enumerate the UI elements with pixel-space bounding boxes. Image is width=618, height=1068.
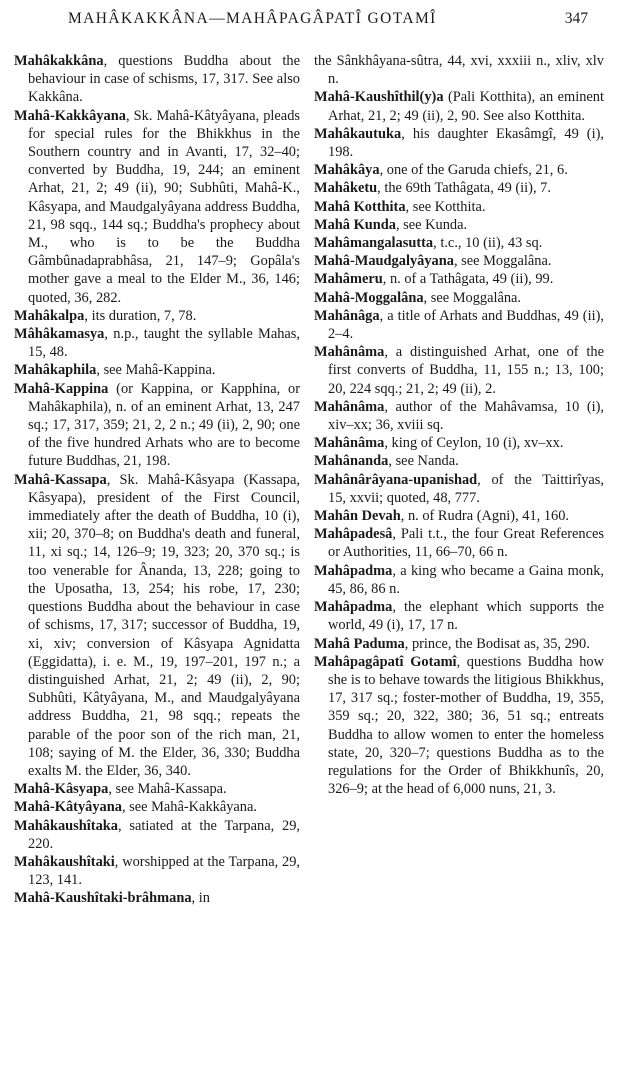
entry-text: , n.p., taught the syllable Mahas, 15, 48.: [28, 326, 300, 361]
entry-text: , a title of Arhats and Buddhas, 49 (ii), 2–4.: [328, 307, 604, 343]
entry-text: (Pali Kotthita), an eminent Arhat, 21, 2; 49 (ii), 2, 90. See also Kotthita.: [328, 89, 604, 124]
entry-headword: Mahâkautuka: [314, 125, 402, 142]
index-entry: [314, 507, 604, 525]
entry-text: , the 69th Tathâgata, 49 (ii), 7.: [377, 180, 551, 197]
left-column: [14, 52, 300, 908]
entry-headword: Mahâpagâpatî Gotamî: [314, 653, 457, 670]
entry-headword: Mahâmangalasutta: [314, 235, 434, 252]
index-entry: [314, 234, 604, 252]
index-entry: [314, 434, 604, 452]
entry-headword: Mahâkaushîtaka: [14, 817, 118, 834]
entry-text: (or Kappina, or Kapphina, or Mahâkaphila), n. of an eminent Arhat, 13, 247 sq.; 17, 317, 359; 21, 2, 2 n.; 49 (ii), 2, 90; one of the five hundred Arhats who are to become future Buddhas, 21, 198.: [28, 380, 300, 470]
entry-headword: Mahâpadma: [314, 599, 393, 616]
entry-headword: Mahâ-Moggalâna: [314, 289, 424, 306]
index-entry: [14, 471, 300, 780]
entry-text: , the elephant which supports the world, 49 (i), 17, 17 n.: [328, 599, 604, 634]
index-entry: [314, 452, 604, 470]
entry-text: , king of Ceylon, 10 (i), xv–xx.: [384, 435, 564, 452]
entry-headword: Mahânârâyana-upanishad: [314, 471, 478, 488]
page-header: [0, 0, 618, 40]
entry-text: , see Nanda.: [388, 453, 459, 470]
entry-headword: Mahâ-Kaushîtaki-brâhmana: [14, 890, 192, 907]
entry-text: , satiated at the Tarpana, 29, 220.: [28, 817, 300, 852]
entry-text: , see Moggalâna.: [453, 253, 552, 270]
right-column: [314, 52, 604, 798]
entry-text: , n. of Rudra (Agni), 41, 160.: [400, 508, 570, 525]
index-entry: [314, 52, 604, 88]
entry-headword: Mahâkaushîtaki: [14, 853, 115, 870]
index-entry: [14, 307, 300, 325]
entry-text: , a king who became a Gaina monk, 45, 86, 86 n.: [328, 562, 604, 597]
index-entry: [314, 635, 604, 653]
entry-headword: Mahânâma: [314, 344, 385, 361]
index-entry: [14, 780, 300, 798]
entry-text: , see Mahâ-Kakkâyana.: [121, 799, 257, 816]
entry-headword: Mahâkaphila: [14, 362, 97, 379]
entry-text: , author of the Mahâvamsa, 10 (i), xiv–xx; 36, xviii sq.: [328, 398, 604, 434]
entry-text: , of the Taittirîyas, 15, xxvii; quoted, 48, 777.: [328, 471, 604, 506]
entry-headword: Mahân Devah: [314, 508, 401, 525]
index-entry: [314, 125, 604, 161]
entry-headword: Mahâ Kunda: [314, 216, 396, 233]
entry-headword: Mâhâkamasya: [14, 326, 105, 343]
index-entry: [14, 325, 300, 361]
index-entry: [314, 343, 604, 398]
entry-headword: Mahâpadesâ: [314, 526, 393, 543]
index-entry: [14, 889, 300, 907]
index-entry: [14, 380, 300, 471]
entry-text: , questions Buddha how she is to behave towards the litigious Bhikkhus, 17, 317 sq.; foster-mother of Buddha, 19, 355, 359 sq.; 20, 322, 380; 36, 51 sq.; entreats Buddha to allow women to enter the homeless state, 20, 320–7; questions Buddha as to the regulations for the Order of Bhikkhunîs, 20, 326–9; at the head of 6,000 nuns, 21, 3.: [328, 653, 604, 798]
entry-headword: Mahânâma: [314, 398, 385, 415]
entry-headword: Mahâ Kotthita: [314, 198, 406, 215]
index-entry: [14, 361, 300, 379]
entry-headword: Mahâkakkâna: [14, 53, 104, 69]
index-entry: [14, 798, 300, 816]
entry-headword: Mahâ Paduma: [314, 635, 405, 652]
entry-headword: Mahâ-Kakkâyana: [14, 107, 126, 124]
entry-headword: Mahâketu: [314, 180, 378, 197]
entry-text: , Pali t.t., the four Great References or Authorities, 11, 66–70, 66 n.: [328, 526, 604, 561]
entry-headword: Mahâ-Maudgalyâyana: [314, 253, 454, 270]
index-entry: [314, 252, 604, 270]
entry-headword: Mahâ-Kassapa: [14, 471, 107, 488]
entry-text: , its duration, 7, 78.: [84, 307, 197, 324]
entry-headword: Mahâpadma: [314, 562, 393, 579]
entry-headword: Mahâ-Kappina: [14, 380, 109, 397]
index-entry: [314, 525, 604, 561]
entry-text: , see Kotthita.: [405, 198, 486, 215]
entry-text: , prince, the Bodisat as, 35, 290.: [404, 635, 590, 652]
entry-text: , see Kunda.: [395, 216, 468, 233]
index-entry: [314, 562, 604, 598]
entry-text: , one of the Garuda chiefs, 21, 6.: [379, 162, 568, 179]
index-entry: [314, 653, 604, 799]
entry-text: , in: [191, 890, 210, 907]
entry-headword: Mahâ-Kâtyâyana: [14, 799, 122, 816]
index-entry: [314, 88, 604, 124]
entry-text: , see Moggalâna.: [423, 289, 522, 306]
entry-headword: Mahâ-Kâsyapa: [14, 781, 109, 798]
index-entry: [14, 817, 300, 853]
entry-text: , worshipped at the Tarpana, 29, 123, 141.: [28, 853, 300, 889]
entry-text: , Sk. Mahâ-Kâtyâyana, pleads for special rules for the Bhikkhus in the Southern country and in Avanti, 17, 32–40; converted by Buddha, 19, 244; an eminent Arhat, 21, 2; 49 (ii), 90; Subhûti, Mahâ-K., Kâsyapa, and Maudgalyâyana address Buddha, 21, 98 sqq., 144 sq.; Buddha's prophecy about M., who is to be the Buddha Gâmbûnadaprabhâsa, 21, 147–9; Gopâla's mother gave a meal to the Elder M., 36, 146; quoted, 36, 282.: [28, 107, 300, 306]
entry-headword: Mahânâga: [314, 307, 380, 324]
index-entry: [314, 179, 604, 197]
entry-headword: Mahâkâya: [314, 162, 380, 179]
entry-headword: Mahâkalpa: [14, 307, 85, 324]
entry-headword: Mahâ-Kaushîthil(y)a: [314, 89, 444, 106]
index-entry: [314, 307, 604, 343]
page-number: 347: [564, 10, 588, 27]
entry-headword: Mahânâma: [314, 435, 385, 452]
index-entry: [14, 853, 300, 889]
entry-text: the Sânkhâyana-sûtra, 44, xvi, xxxiii n., xliv, xlv n.: [314, 53, 604, 88]
index-entry: [314, 161, 604, 179]
entry-text: , see Mahâ-Kappina.: [96, 362, 216, 379]
index-entry: [14, 52, 300, 107]
index-entry: [314, 398, 604, 434]
running-head: MAHÂKAKKÂNA—MAHÂPAGÂPATÎ GOTAMÎ: [68, 10, 437, 27]
entry-text: , n. of a Tathâgata, 49 (ii), 99.: [382, 271, 554, 288]
index-entry: [314, 198, 604, 216]
index-entry: [314, 216, 604, 234]
entry-text: , t.c., 10 (ii), 43 sq.: [433, 235, 543, 252]
entry-headword: Mahânanda: [314, 453, 389, 470]
entry-text: , a distinguished Arhat, one of the first converts of Buddha, 11, 155 n.; 13, 100; 20, 224 sqq.; 21, 2; 49 (ii), 2.: [328, 344, 604, 397]
index-entry: [314, 598, 604, 634]
index-entry: [14, 107, 300, 307]
entry-text: , Sk. Mahâ-Kâsyapa (Kassapa, Kâsyapa), president of the First Council, immediately after the death of Buddha, 10 (i), xii; 20, 370–8; on Buddha's death and funeral, 11, xi sq.; 14, 126–9; 19, 323; 20, 370 sq.; is too venerable for Ânanda, 13, 228; going to the Uposatha, 13, 254; his robe, 17, 230; questions Buddha about the behaviour in case of schisms, 17, 317; successor of Buddha, 19, xi, xiv; conversion of Kâsyapa Agnidatta (Eggidatta), i. e. M., 19, 197–201, 197 n.; a distinguished Arhat, 21, 2; 49 (ii), 2, 90; Subhûti, Kâtyâyana, M., and Maudgalyâyana address Buddha, 21, 98 sqq.; repeats the parable of the poor son of the rich man, 21, 108; saying of M. the Elder, 36, 330; Buddha exalts M. the Elder, 36, 340.: [28, 471, 300, 779]
index-entry: [314, 471, 604, 507]
entry-text: , his daughter Ekasâmgî, 49 (i), 198.: [328, 125, 604, 161]
entry-text: , see Mahâ-Kassapa.: [108, 781, 227, 798]
index-entry: [314, 270, 604, 288]
entry-headword: Mahâmeru: [314, 271, 383, 288]
entry-text: , questions Buddha about the behaviour in case of schisms, 17, 317. See also Kakkâna.: [28, 53, 300, 106]
index-entry: [314, 289, 604, 307]
